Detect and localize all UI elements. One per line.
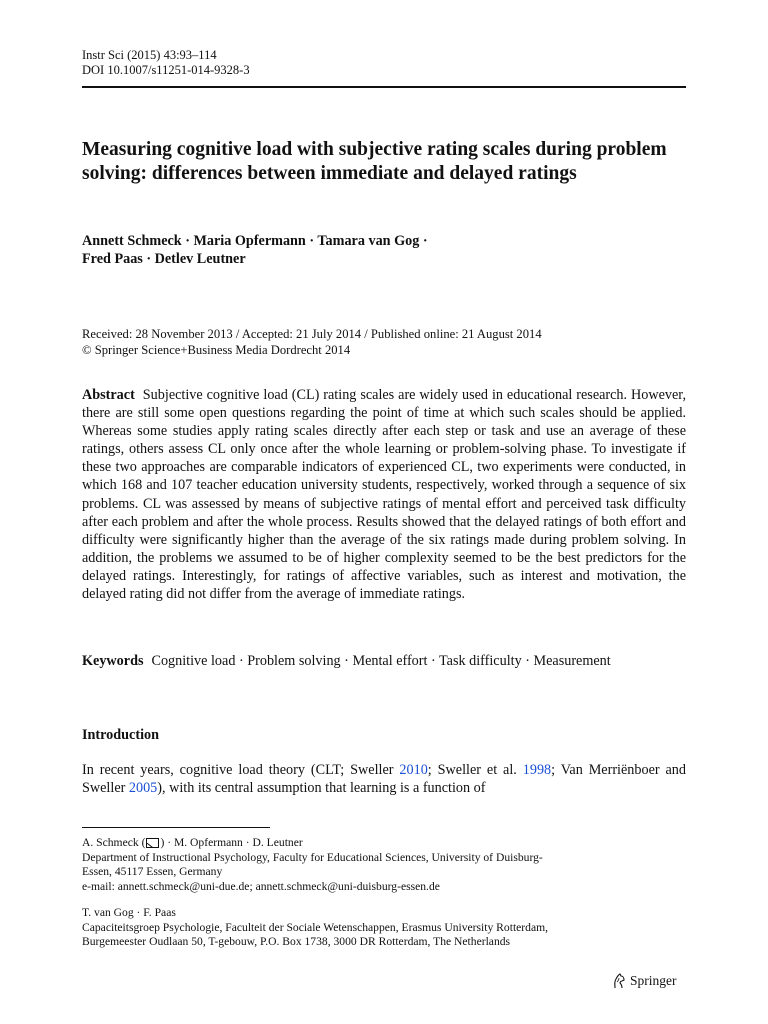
publisher-logo <box>612 972 677 990</box>
keywords-text: Cognitive load · Problem solving · Mental effort · Task difficulty · Measurement <box>151 653 611 669</box>
paper-title: Measuring cognitive load with subjective rating scales during problem solving: differences between immediate and delayed ratings <box>82 139 667 184</box>
intro-text: ; Van Merriënboer and Sweller <box>82 762 686 797</box>
springer-horse-icon <box>612 973 626 989</box>
journal-header <box>82 48 250 78</box>
author-list <box>82 232 686 268</box>
section-heading-introduction: Introduction <box>82 727 159 743</box>
citation-link[interactable]: 1998 <box>522 762 552 778</box>
envelope-icon <box>146 838 159 848</box>
intro-text: ), with its central assumption that learning is a function of <box>157 780 486 797</box>
abstract <box>82 386 686 603</box>
author-line-2: Fred Paas · Detlev Leutner <box>82 251 246 267</box>
publisher-name: Springer <box>630 973 677 988</box>
affiliation-names-text: ) · M. Opfermann · D. Leutner <box>160 836 303 849</box>
publication-dates <box>82 327 686 358</box>
intro-text: In recent years, cognitive load theory (CLT; Sweller <box>82 762 400 778</box>
affiliation-names: T. van Gog · F. Paas <box>82 906 176 919</box>
keywords-label: Keywords <box>82 653 144 669</box>
affiliation-names-text: A. Schmeck ( <box>82 836 146 849</box>
affiliation-block-1 <box>82 836 686 894</box>
affiliation-email[interactable]: e-mail: annett.schmeck@uni-due.de; annett.schmeck@uni-duisburg-essen.de <box>82 879 440 893</box>
abstract-label: Abstract <box>82 387 135 403</box>
author-line-1: Annett Schmeck · Maria Opfermann · Tamara van Gog · <box>82 233 428 249</box>
footnote-divider <box>82 827 270 828</box>
header-divider <box>82 86 686 88</box>
affiliation-dept-line: Essen, 45117 Essen, Germany <box>82 865 223 879</box>
affiliation-dept-line: Department of Instructional Psychology, Faculty for Educational Sciences, University of Duisburg- <box>82 850 543 864</box>
citation-link[interactable]: 2010 <box>399 762 428 778</box>
affiliation-names <box>82 836 686 851</box>
affiliation-dept-line: Capaciteitsgroep Psychologie, Faculteit der Sociale Wetenschappen, Erasmus University Rotterdam, <box>82 920 549 934</box>
copyright-line: © Springer Science+Business Media Dordrecht 2014 <box>82 342 351 357</box>
affiliation-block-2 <box>82 906 686 950</box>
abstract-text: Subjective cognitive load (CL) rating scales are widely used in educational research. However, there are still some open questions regarding the point of time at which such scales should be applied. Whereas some studies apply rating scales directly after each step or task and use an average of these ratings, others assess CL only once after the whole learning or problem-solving phase. To investigate if these two approaches are comparable indicators of experienced CL, two experiments were conducted, in which 168 and 107 teacher education university students, respectively, worked through a sequence of six problems. CL was assessed by means of subjective ratings of mental effort and perceived task difficulty after each problem and after the whole process. Results showed that the delayed ratings of both effort and difficulty were significantly higher than the average of the six ratings made during problem solving. In addition, the problems we assumed to be of higher complexity seemed to be the best predictors for the delayed ratings. Interestingly, for ratings of affective variables, such as interest and motivation, the delayed rating did not differ from the average of immediate ratings. <box>82 387 686 603</box>
doi[interactable]: DOI 10.1007/s11251-014-9328-3 <box>82 63 250 77</box>
dates-line: Received: 28 November 2013 / Accepted: 21 July 2014 / Published online: 21 August 2014 <box>82 327 542 341</box>
citation-link[interactable]: 2005 <box>128 780 158 797</box>
intro-text: ; Sweller et al. <box>427 762 523 778</box>
affiliation-dept-line: Burgemeester Oudlaan 50, T-gebouw, P.O. Box 1738, 3000 DR Rotterdam, The Netherlands <box>82 935 511 949</box>
introduction-paragraph <box>82 761 686 797</box>
keywords <box>82 652 686 670</box>
journal-citation: Instr Sci (2015) 43:93–114 <box>82 48 217 62</box>
